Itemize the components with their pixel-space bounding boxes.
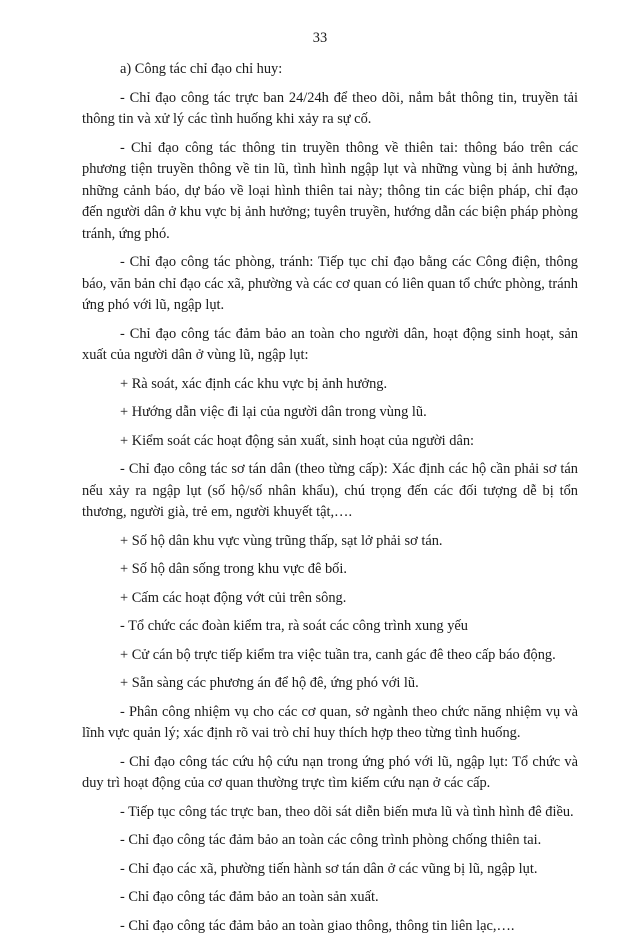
paragraph: - Tổ chức các đoàn kiểm tra, rà soát các công trình xung yếu — [82, 616, 578, 638]
paragraph: - Chỉ đạo công tác đảm bảo an toàn giao thông, thông tin liên lạc,…. — [82, 916, 578, 937]
paragraph: - Chỉ đạo công tác phòng, tránh: Tiếp tục chỉ đạo bằng các Công điện, thông báo, văn bản chỉ đạo các xã, phường và các cơ quan có liên quan tổ chức phòng, tránh ứng phó với lũ, ngập lụt. — [82, 252, 578, 317]
paragraph: - Chỉ đạo công tác đảm bảo an toàn các công trình phòng chống thiên tai. — [82, 830, 578, 852]
paragraph: a) Công tác chỉ đạo chỉ huy: — [82, 59, 578, 81]
paragraph: + Rà soát, xác định các khu vực bị ảnh hưởng. — [82, 374, 578, 396]
paragraph: - Phân công nhiệm vụ cho các cơ quan, sở ngành theo chức năng nhiệm vụ và lĩnh vực quản lý; xác định rõ vai trò chỉ huy thích hợp theo từng tình huống. — [82, 702, 578, 745]
paragraph: + Số hộ dân khu vực vùng trũng thấp, sạt lở phải sơ tán. — [82, 531, 578, 553]
paragraph: - Chỉ đạo công tác cứu hộ cứu nạn trong ứng phó với lũ, ngập lụt: Tổ chức và duy trì hoạt động của cơ quan thường trực tìm kiếm cứu nạn ở các cấp. — [82, 752, 578, 795]
paragraph: - Chỉ đạo công tác đảm bảo an toàn cho người dân, hoạt động sinh hoạt, sản xuất của người dân ở vùng lũ, ngập lụt: — [82, 324, 578, 367]
paragraph: - Chỉ đạo công tác thông tin truyền thông về thiên tai: thông báo trên các phương tiện truyền thông về tin lũ, tình hình ngập lụt và những vùng bị ảnh hưởng, những cảnh báo, dự báo về loại hình thiên tai này; thông tin các biện pháp, chỉ đạo đến người dân ở khu vực bị ảnh hưởng; tuyên truyền, hướng dẫn các biện pháp phòng tránh, ứng phó. — [82, 138, 578, 246]
paragraph: + Cử cán bộ trực tiếp kiểm tra việc tuần tra, canh gác đê theo cấp báo động. — [82, 645, 578, 667]
paragraph: - Tiếp tục công tác trực ban, theo dõi sát diễn biến mưa lũ và tình hình đê điều. — [82, 802, 578, 824]
paragraph: + Sẵn sàng các phương án để hộ đê, ứng phó với lũ. — [82, 673, 578, 695]
document-body — [82, 59, 578, 937]
page-number: 33 — [0, 30, 640, 47]
paragraph: - Chỉ đạo các xã, phường tiến hành sơ tán dân ở các vũng bị lũ, ngập lụt. — [82, 859, 578, 881]
paragraph: + Hướng dẫn việc đi lại của người dân trong vùng lũ. — [82, 402, 578, 424]
paragraph: - Chỉ đạo công tác trực ban 24/24h để theo dõi, nắm bắt thông tin, truyền tải thông tin và xử lý các tình huống khi xảy ra sự cố. — [82, 88, 578, 131]
paragraph: + Cấm các hoạt động vớt củi trên sông. — [82, 588, 578, 610]
paragraph: - Chỉ đạo công tác sơ tán dân (theo từng cấp): Xác định các hộ cần phải sơ tán nếu xảy ra ngập lụt (số hộ/số nhân khẩu), chú trọng đến các đối tượng dễ bị tổn thương, người già, trẻ em, người khuyết tật,…. — [82, 459, 578, 524]
paragraph: + Kiểm soát các hoạt động sản xuất, sinh hoạt của người dân: — [82, 431, 578, 453]
paragraph: + Số hộ dân sống trong khu vực đê bối. — [82, 559, 578, 581]
paragraph: - Chỉ đạo công tác đảm bảo an toàn sản xuất. — [82, 887, 578, 909]
